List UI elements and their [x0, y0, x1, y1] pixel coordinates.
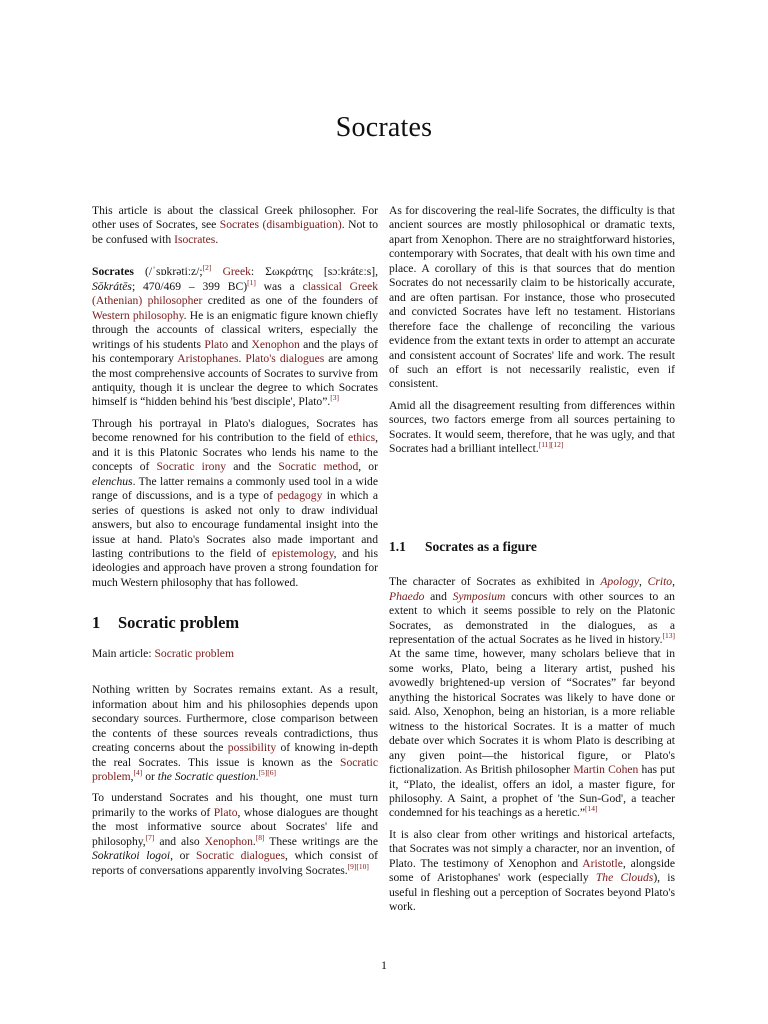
link-aristotle[interactable]: Aristotle	[582, 856, 623, 870]
text: , which consist of reports of conversations apparently involving Socrates.	[92, 849, 379, 877]
link-socratic-problem[interactable]: Socratic problem	[92, 755, 378, 783]
text: . He is an enigmatic figure known chiefly through the accounts of classical writers, especially the writings of his students	[92, 308, 378, 351]
link-socratic-problem-main[interactable]: Socratic problem	[154, 646, 234, 660]
text: , alongside some of Aristophanes' work (especially	[389, 856, 675, 885]
text: ), is useful in fleshing out a perception of Socrates beyond Plato's work.	[389, 871, 676, 914]
link-the-clouds[interactable]: The Clouds	[595, 871, 654, 885]
link-possibility[interactable]: possibility	[227, 741, 277, 755]
link-phaedo[interactable]: Phaedo	[389, 589, 425, 603]
text: or	[142, 769, 158, 783]
sokratikoi-logoi-term: Sokratikoi logoi	[92, 849, 171, 863]
section1-paragraph-4	[389, 399, 675, 457]
citation-5-6[interactable]: [5][6]	[258, 768, 277, 778]
link-socrates-disambiguation[interactable]: Socrates (disambiguation)	[219, 218, 342, 232]
citation-14[interactable]: [14]	[585, 804, 598, 814]
text: are among the most comprehensive accounts of Socrates to survive from antiquity, though it is unclear the degree to which Socrates himself is “hidden behind his 'best disciple', Plato”.	[92, 352, 378, 409]
text: was a	[255, 279, 303, 293]
subject-name: Socrates	[92, 265, 134, 279]
hatnote-text: .	[215, 232, 219, 246]
text: Nothing written by Socrates remains extant. As a result, information about him and his philosophies depends upon secondary sources. Furthermore, close comparison between the contents of these sources reveals contradictions, thus creating concerns about the	[92, 683, 378, 755]
text: It is also clear from other writings and historical artefacts, that Socrates was not simply a character, nor an invention, of Plato. The testimony of Xenophon and	[389, 827, 675, 870]
text: ,	[672, 575, 675, 589]
text: credited as one of the founders of	[202, 294, 378, 308]
link-western-philosophy[interactable]: Western philosophy	[92, 308, 184, 322]
subsection-heading-socrates-as-a-figure	[389, 540, 675, 554]
life-dates: ; 470/469 – 399 BC)	[131, 279, 248, 293]
link-socratic-irony[interactable]: Socratic irony	[156, 460, 227, 474]
link-xenophon[interactable]: Xenophon	[251, 337, 300, 351]
citation-3[interactable]: [3]	[330, 393, 340, 403]
elenchus-term: elenchus	[92, 474, 133, 488]
left-column	[92, 204, 378, 885]
text: . The latter remains a commonly used tool in a wide range of discussions, and is a type of	[92, 474, 378, 503]
citation-4[interactable]: [4]	[133, 768, 143, 778]
text: concurs with other sources to an extent to which it seems possible to rely on the Platonic Socrates, as demonstrated in the dialogues, as a representation of the actual Socrates as he lived in history.	[389, 589, 675, 646]
page-number: 1	[381, 958, 387, 972]
section1-paragraph-3: As for discovering the real-life Socrates, the difficulty is that ancient sources are mostly philosophical or dramatic texts, apart from Xenophon. There are no straightforward histories, contemporary with Socrates, that dealt with his own time and place. A corollary of this is that sources that do mention Socrates do not necessarily claim to be historically accurate, and are often partisan. For instance, those who prosecuted and convicted Socrates have left no testament. Historians therefore face the challenge of reconciling the various evidence from the extant texts in order to attempt an accurate and consistent account of Socrates' life and work. The result of such an effort is not necessarily realistic, even if consistent.	[389, 204, 675, 391]
right-column	[389, 204, 675, 922]
intro-paragraph-2	[92, 417, 378, 590]
citation-11-12[interactable]: [11][12]	[538, 440, 564, 450]
link-plato[interactable]: Plato	[213, 805, 238, 819]
link-symposium[interactable]: Symposium	[452, 589, 506, 603]
link-apology[interactable]: Apology	[600, 575, 639, 589]
text: and	[228, 337, 252, 351]
subsection-title: Socrates as a figure	[425, 538, 537, 554]
text: At the same time, however, many scholars believe that in some works, Plato, being a literary artist, pushed his avowedly brightened-up version of “Socrates” far beyond anything the historical Socrates was likely to have done or said. Also, Xenophon, being an historian, is a more reliable witness to the historical Socrates. It is a matter of much debate over which Socrates it is whom Plato is describing at any given point—the historical figure, or Plato's fictionalization. As British philosopher	[389, 647, 675, 777]
text: To understand Socrates and his thought, one must turn primarily to the works of	[92, 791, 378, 819]
section1-paragraph-2	[92, 791, 378, 878]
link-ethics[interactable]: ethics	[348, 431, 376, 445]
text: ,	[130, 769, 134, 783]
citation-9-10[interactable]: [9][10]	[347, 861, 369, 871]
citation-1[interactable]: [1]	[247, 277, 256, 287]
link-plato[interactable]: Plato	[204, 337, 229, 351]
text: , and it is this Platonic Socrates who lends his name to the concepts of	[92, 431, 378, 474]
citation-7[interactable]: [7]	[145, 832, 155, 842]
text: , and his ideologies and approach have proven a strong foundation for much Western philosophy that has followed.	[92, 546, 379, 589]
text: .	[238, 352, 246, 366]
link-epistemology[interactable]: epistemology	[271, 546, 334, 560]
greek-name: : Σωκράτης [sɔːkrátɛːs],	[250, 265, 378, 279]
citation-8[interactable]: [8]	[255, 832, 265, 842]
subsection-number: 1.1	[389, 538, 406, 554]
section-heading-socratic-problem	[92, 613, 378, 633]
text: has put it, “Plato, the idealist, offers an idol, a master figure, for philosophy. A Saint, a prophet of 'the Sun-God', a teacher condemned for his teachings as a heretic.”	[389, 763, 675, 820]
text: .	[255, 769, 259, 783]
text: and	[424, 589, 453, 603]
link-philosopher[interactable]: philosopher	[147, 294, 203, 308]
text: Amid all the disagreement resulting from differences within sources, two factors emerge from all sources pertaining to Socrates. It would seem, therefore, that he was ugly, and that Socrates had a brilliant intellect.	[389, 398, 675, 456]
text: in which a series of questions is asked not only to draw individual answers, but also to encourage fundamental insight into the issue at hand. Plato's Socrates also made important and lasting contributions to the field of	[92, 489, 378, 560]
ipa-pronunciation: (/ˈsɒkrətiːz/;	[133, 265, 203, 279]
text: and the plays of his contemporary	[92, 337, 378, 366]
hatnote	[92, 204, 378, 247]
text: of knowing in-depth the real Socrates. This issue is known as the	[92, 741, 378, 769]
text: , or	[358, 460, 378, 474]
hatnote-text: This article is about the classical Greek philosopher. For other uses of Socrates, see	[92, 204, 378, 232]
page-title: Socrates	[335, 112, 433, 143]
text: These writings are the	[264, 834, 378, 848]
link-crito[interactable]: Crito	[647, 575, 673, 589]
link-platos-dialogues[interactable]: Plato's dialogues	[245, 352, 325, 366]
text: Through his portrayal in Plato's dialogues, Socrates has become renowned for his contribution to the field of	[92, 416, 378, 445]
socratic-question-term: the Socratic question	[157, 769, 256, 783]
citation-13[interactable]: [13]	[662, 631, 675, 641]
section-number: 1	[92, 613, 101, 633]
link-socratic-dialogues[interactable]: Socratic dialogues	[195, 849, 286, 863]
text: .	[252, 834, 256, 848]
link-pedagogy[interactable]: pedagogy	[277, 489, 323, 503]
main-article-label: Main article:	[92, 646, 155, 660]
text: and also	[154, 834, 205, 848]
link-socratic-method[interactable]: Socratic method	[278, 460, 359, 474]
section11-paragraph-2	[389, 828, 675, 915]
hatnote-text: . Not to be confused with	[92, 218, 378, 246]
text: ,	[638, 575, 648, 589]
section-title: Socratic problem	[118, 613, 240, 633]
text: , or	[170, 849, 196, 863]
link-aristophanes[interactable]: Aristophanes	[177, 352, 239, 366]
link-xenophon[interactable]: Xenophon	[204, 834, 253, 848]
main-article-note	[92, 647, 378, 661]
citation-2[interactable]: [2]	[202, 263, 212, 273]
link-greek[interactable]: Greek	[222, 265, 251, 279]
link-classical-greek[interactable]: classical Greek (Athenian)	[92, 279, 379, 308]
intro-paragraph-1	[92, 265, 378, 410]
section11-paragraph-1	[389, 575, 675, 821]
text: The character of Socrates as exhibited in	[389, 575, 601, 589]
link-isocrates[interactable]: Isocrates	[174, 232, 216, 246]
link-martin-cohen[interactable]: Martin Cohen	[573, 763, 639, 777]
section1-paragraph-1	[92, 683, 378, 784]
transliteration: Sōkrátēs	[92, 279, 132, 293]
text: and the	[226, 460, 279, 474]
text: , whose dialogues are thought the most informative source about Socrates' life and philosophy,	[92, 805, 378, 848]
